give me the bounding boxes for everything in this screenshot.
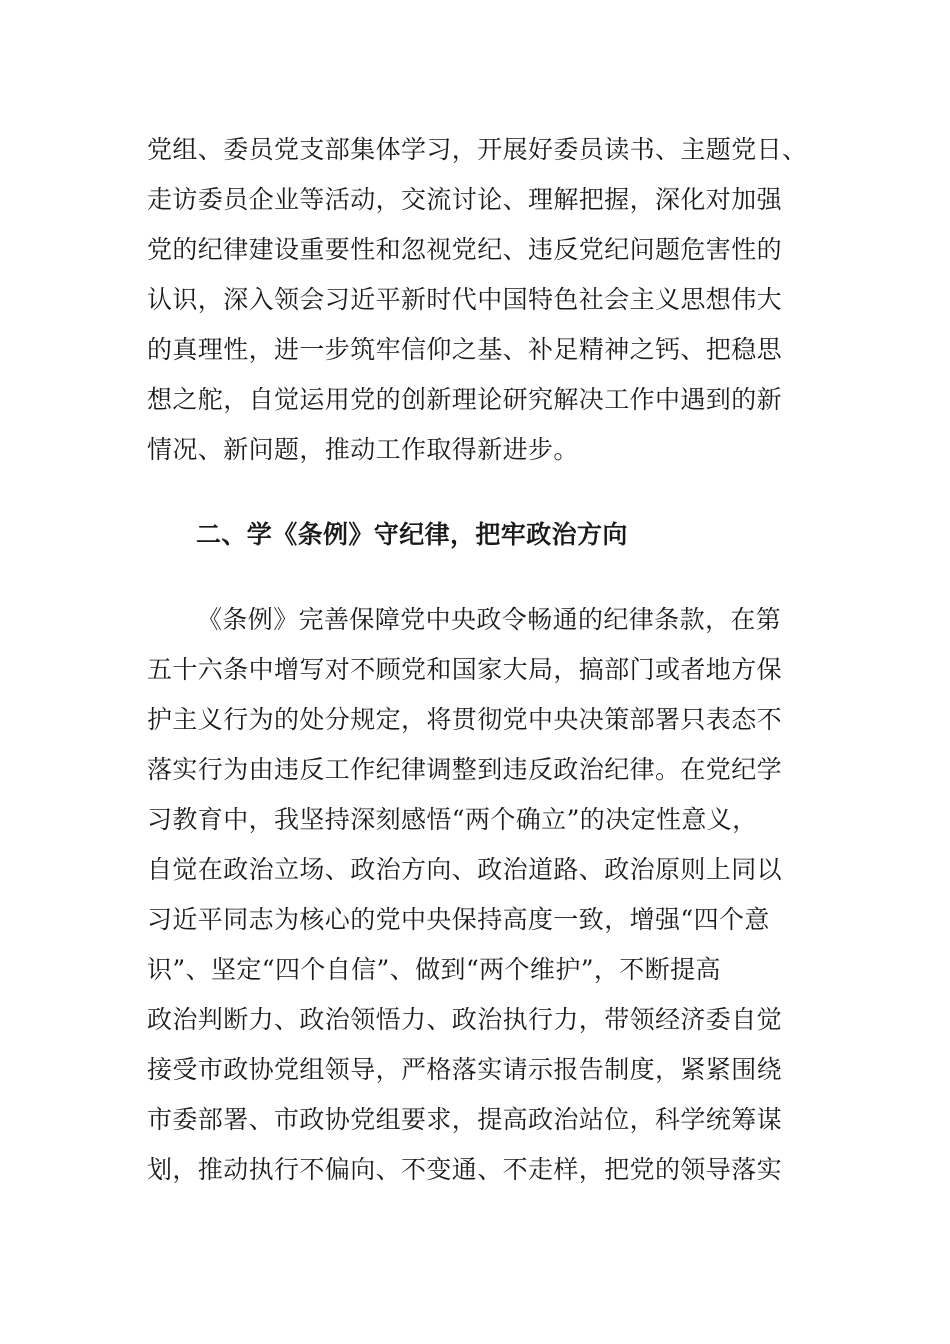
paragraph-2 <box>147 595 787 1195</box>
paragraph-2-line: 五十六条中增写对不顾党和国家大局，搞部门或者地方保 <box>147 655 783 684</box>
paragraph-2-line: 接受市政协党组领导，严格落实请示报告制度，紧紧围绕 <box>147 1055 783 1084</box>
paragraph-1-line: 走访委员企业等活动，交流讨论、理解把握，深化对加强 <box>147 185 783 214</box>
paragraph-2-line: 习近平同志为核心的党中央保持高度一致，增强“四个意 <box>147 905 770 934</box>
paragraph-1 <box>147 125 808 475</box>
paragraph-2-line: 习教育中，我坚持深刻感悟“两个确立”的决定性意义， <box>147 805 758 834</box>
paragraph-1-line: 的真理性，进一步筑牢信仰之基、补足精神之钙、把稳思 <box>147 335 783 364</box>
paragraph-1-line: 情况、新问题，推动工作取得新进步。 <box>147 435 579 464</box>
paragraph-2-line: 识”、坚定“四个自信”、做到“两个维护”，不断提高 <box>147 955 721 984</box>
paragraph-1-line: 想之舵，自觉运用党的创新理论研究解决工作中遇到的新 <box>147 385 783 414</box>
paragraph-1-line: 认识，深入领会习近平新时代中国特色社会主义思想伟大 <box>147 285 783 314</box>
paragraph-2-line: 市委部署、市政协党组要求，提高政治站位，科学统筹谋 <box>147 1105 783 1134</box>
paragraph-2-line: 自觉在政治立场、政治方向、政治道路、政治原则上同以 <box>147 855 783 884</box>
paragraph-2-line: 划，推动执行不偏向、不变通、不走样，把党的领导落实 <box>147 1155 783 1184</box>
paragraph-2-line: 《条例》完善保障党中央政令畅通的纪律条款，在第 <box>197 605 782 634</box>
paragraph-2-line: 落实行为由违反工作纪律调整到违反政治纪律。在党纪学 <box>147 755 783 784</box>
paragraph-1-line: 党组、委员党支部集体学习，开展好委员读书、主题党日、 <box>147 135 808 164</box>
paragraph-2-line: 护主义行为的处分规定，将贯彻党中央决策部署只表态不 <box>147 705 783 734</box>
paragraph-1-line: 党的纪律建设重要性和忽视党纪、违反党纪问题危害性的 <box>147 235 783 264</box>
section-heading: 二、学《条例》守纪律，把牢政治方向 <box>196 520 628 549</box>
paragraph-2-line: 政治判断力、政治领悟力、政治执行力，带领经济委自觉 <box>147 1005 783 1034</box>
